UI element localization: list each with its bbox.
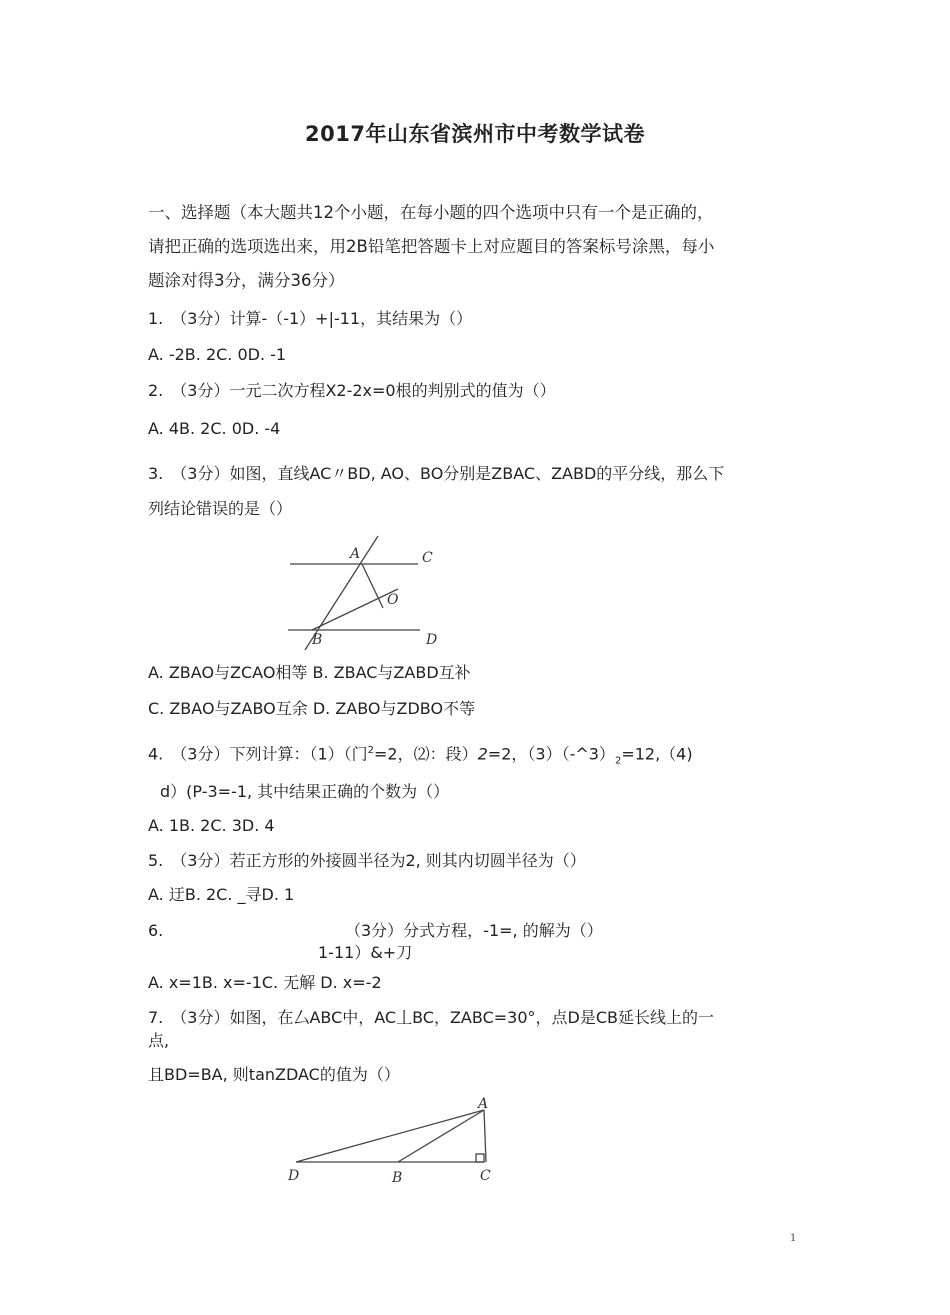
question-2: 2. （3分）一元二次方程X2-2x=0根的判别式的值为（） xyxy=(148,381,556,400)
q4-part-c: =2，⑵：段） xyxy=(374,744,478,764)
question-4 xyxy=(148,740,693,773)
q4-part-a: 4. （3分）下列计算：（1）（门 xyxy=(148,744,368,764)
figure2-label-a: A xyxy=(478,1096,489,1112)
question-6-fraction: 1-11）&+刀 xyxy=(318,943,413,962)
figure2-label-d: D xyxy=(288,1168,300,1184)
figure2-label-b: B xyxy=(392,1170,403,1186)
figure1-label-o: O xyxy=(387,592,399,608)
q4-part-g: =12,（4) xyxy=(621,744,693,764)
q4-part-d: 2 xyxy=(477,744,488,764)
question-6-options: A. x=1B. x=-1C. 无解 D. x=-2 xyxy=(148,973,382,992)
question-5: 5. （3分）若正方形的外接圆半径为2, 则其内切圆半径为（） xyxy=(148,851,586,870)
page-number: 1 xyxy=(790,1233,797,1244)
section-instructions-line3: 题涂对得3分，满分36分） xyxy=(148,271,345,290)
q4-part-e: =2，（3）（-^3） xyxy=(487,744,615,764)
question-5-options: A. 迂B. 2C. _寻D. 1 xyxy=(148,885,295,904)
figure2-label-c: C xyxy=(480,1168,491,1184)
section-instructions-line2: 请把正确的选项选出来，用2B铅笔把答题卡上对应题目的答案标号涂黑，每小 xyxy=(148,237,715,256)
question-2-options: A. 4B. 2C. 0D. -4 xyxy=(148,419,281,438)
question-7: 7. （3分）如图，在厶ABC中，AC丄BC，ZABC=30°，点D是CB延长线上的一 xyxy=(148,1008,714,1027)
section-instructions-line1: 一、选择题（本大题共12个小题，在每小题的四个选项中只有一个是正确的， xyxy=(148,203,714,222)
question-3-options: A. ZBAO与ZCAO相等 B. ZBAC与ZABD互补 xyxy=(148,663,471,682)
question-3-options-cont: C. ZBAO与ZABO互余 D. ZABO与ZDBO不等 xyxy=(148,699,476,718)
figure1-label-b: B xyxy=(312,632,323,648)
figure1-label-d: D xyxy=(426,632,438,648)
figure-parallel-lines xyxy=(270,530,460,655)
question-7-cont: 点, xyxy=(148,1031,170,1050)
question-7-cont-2: 且BD=BA, 则tanZDAC的值为（） xyxy=(148,1065,400,1084)
q4-sup-1: 2 xyxy=(367,745,375,756)
figure1-label-c: C xyxy=(422,550,433,566)
q4-sub-2: 2 xyxy=(614,755,622,767)
question-4-cont: d）(P-3=-1, 其中结果正确的个数为（） xyxy=(160,782,450,801)
question-1-options: A. -2B. 2C. 0D. -1 xyxy=(148,345,287,364)
question-6-number: 6. xyxy=(148,921,164,940)
question-1: 1. （3分）计算-（-1）+|-11，其结果为（） xyxy=(148,309,473,328)
page-title: 2017年山东省滨州市中考数学试卷 xyxy=(305,122,645,146)
question-6: （3分）分式方程，-1=, 的解为（） xyxy=(345,921,603,940)
question-3: 3. （3分）如图，直线AC〃BD, AO、BO分别是ZBAC、ZABD的平分线，那么下 xyxy=(148,464,725,483)
figure-triangle xyxy=(280,1092,510,1192)
figure1-label-a: A xyxy=(350,546,361,562)
question-4-options: A. 1B. 2C. 3D. 4 xyxy=(148,816,275,835)
question-3-cont: 列结论错误的是（） xyxy=(148,499,293,518)
